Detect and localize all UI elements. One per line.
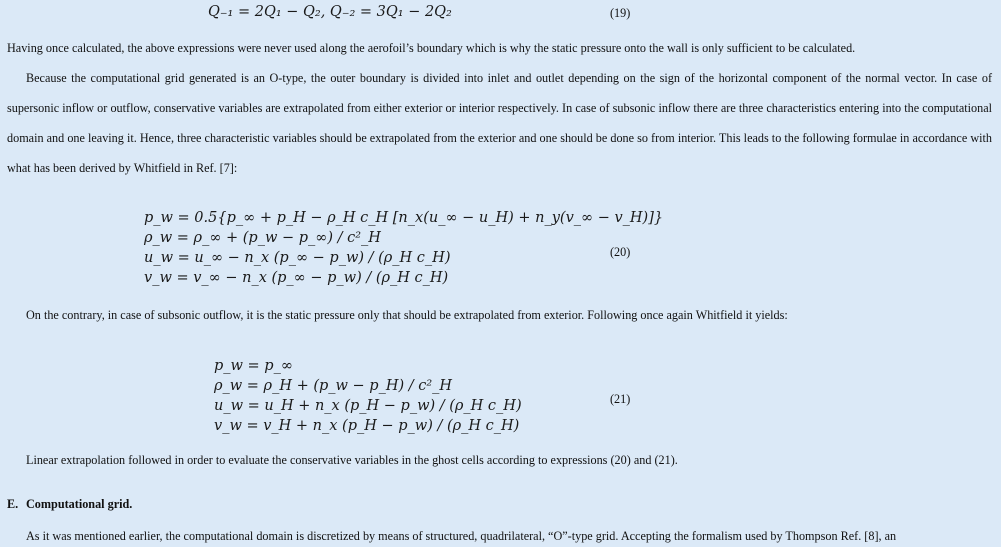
equation-19: Q₋₁ = 2Q₁ − Q₂, Q₋₂ = 3Q₁ − 2Q₂ xyxy=(208,4,452,20)
paragraph-outer-boundary: Because the computational grid generated is an O-type, the outer boundary is divided into inlet and outlet depending on the sign of the horizontal component of the normal vector. In case of supersonic inflow or outflow, conservative variables are extrapolated from either exterior or interior respectively. In case of subsonic inflow there are three characteristics entering into the computational domain and one leaving it. Hence, three characteristic variables should be extrapolated from the exterior and one should be done so from interior. This leads to the following formulae in accordance with what has been derived by Whitfield in Ref. [7]: xyxy=(7,71,992,175)
equation-20-line: v_w = v_∞ − n_x (p_∞ − p_w) / (ρ_H c_H) xyxy=(144,270,449,286)
section-letter: E. xyxy=(7,497,19,511)
equation-21-line: ρ_w = ρ_H + (p_w − p_H) / c²_H xyxy=(214,378,453,394)
equation-number-20: (20) xyxy=(610,245,631,259)
section-title: Computational grid. xyxy=(26,497,133,511)
paragraph-boundary-pressure: Having once calculated, the above expressions were never used along the aerofoil’s boundary which is why the static pressure onto the wall is only sufficient to be calculated. xyxy=(7,41,856,55)
paragraph-computational-domain: As it was mentioned earlier, the computational domain is discretized by means of structured, quadrilateral, “O”-type grid. Accepting the formalism used by Thompson Ref. [8], an xyxy=(26,529,897,543)
equation-21-line: v_w = v_H + n_x (p_H − p_w) / (ρ_H c_H) xyxy=(214,418,520,434)
equation-21-line: u_w = u_H + n_x (p_H − p_w) / (ρ_H c_H) xyxy=(214,398,522,414)
equation-20-line: u_w = u_∞ − n_x (p_∞ − p_w) / (ρ_H c_H) xyxy=(144,250,451,266)
equation-21-line: p_w = p_∞ xyxy=(214,358,293,374)
paragraph-subsonic-outflow: On the contrary, in case of subsonic outflow, it is the static pressure only that should be extrapolated from exterior. Following once again Whitfield it yields: xyxy=(26,308,788,322)
equation-20-line: ρ_w = ρ_∞ + (p_w − p_∞) / c²_H xyxy=(144,230,381,246)
equation-number-21: (21) xyxy=(610,392,631,406)
equation-20-line: p_w = 0.5{p_∞ + p_H − ρ_H c_H [n_x(u_∞ − u_H) + n_y(v_∞ − v_H)]} xyxy=(144,210,664,226)
equation-number-19: (19) xyxy=(610,6,631,20)
section-heading xyxy=(7,497,132,512)
paragraph-linear-extrapolation: Linear extrapolation followed in order to evaluate the conservative variables in the ghost cells according to expressions (20) and (21). xyxy=(26,453,678,467)
